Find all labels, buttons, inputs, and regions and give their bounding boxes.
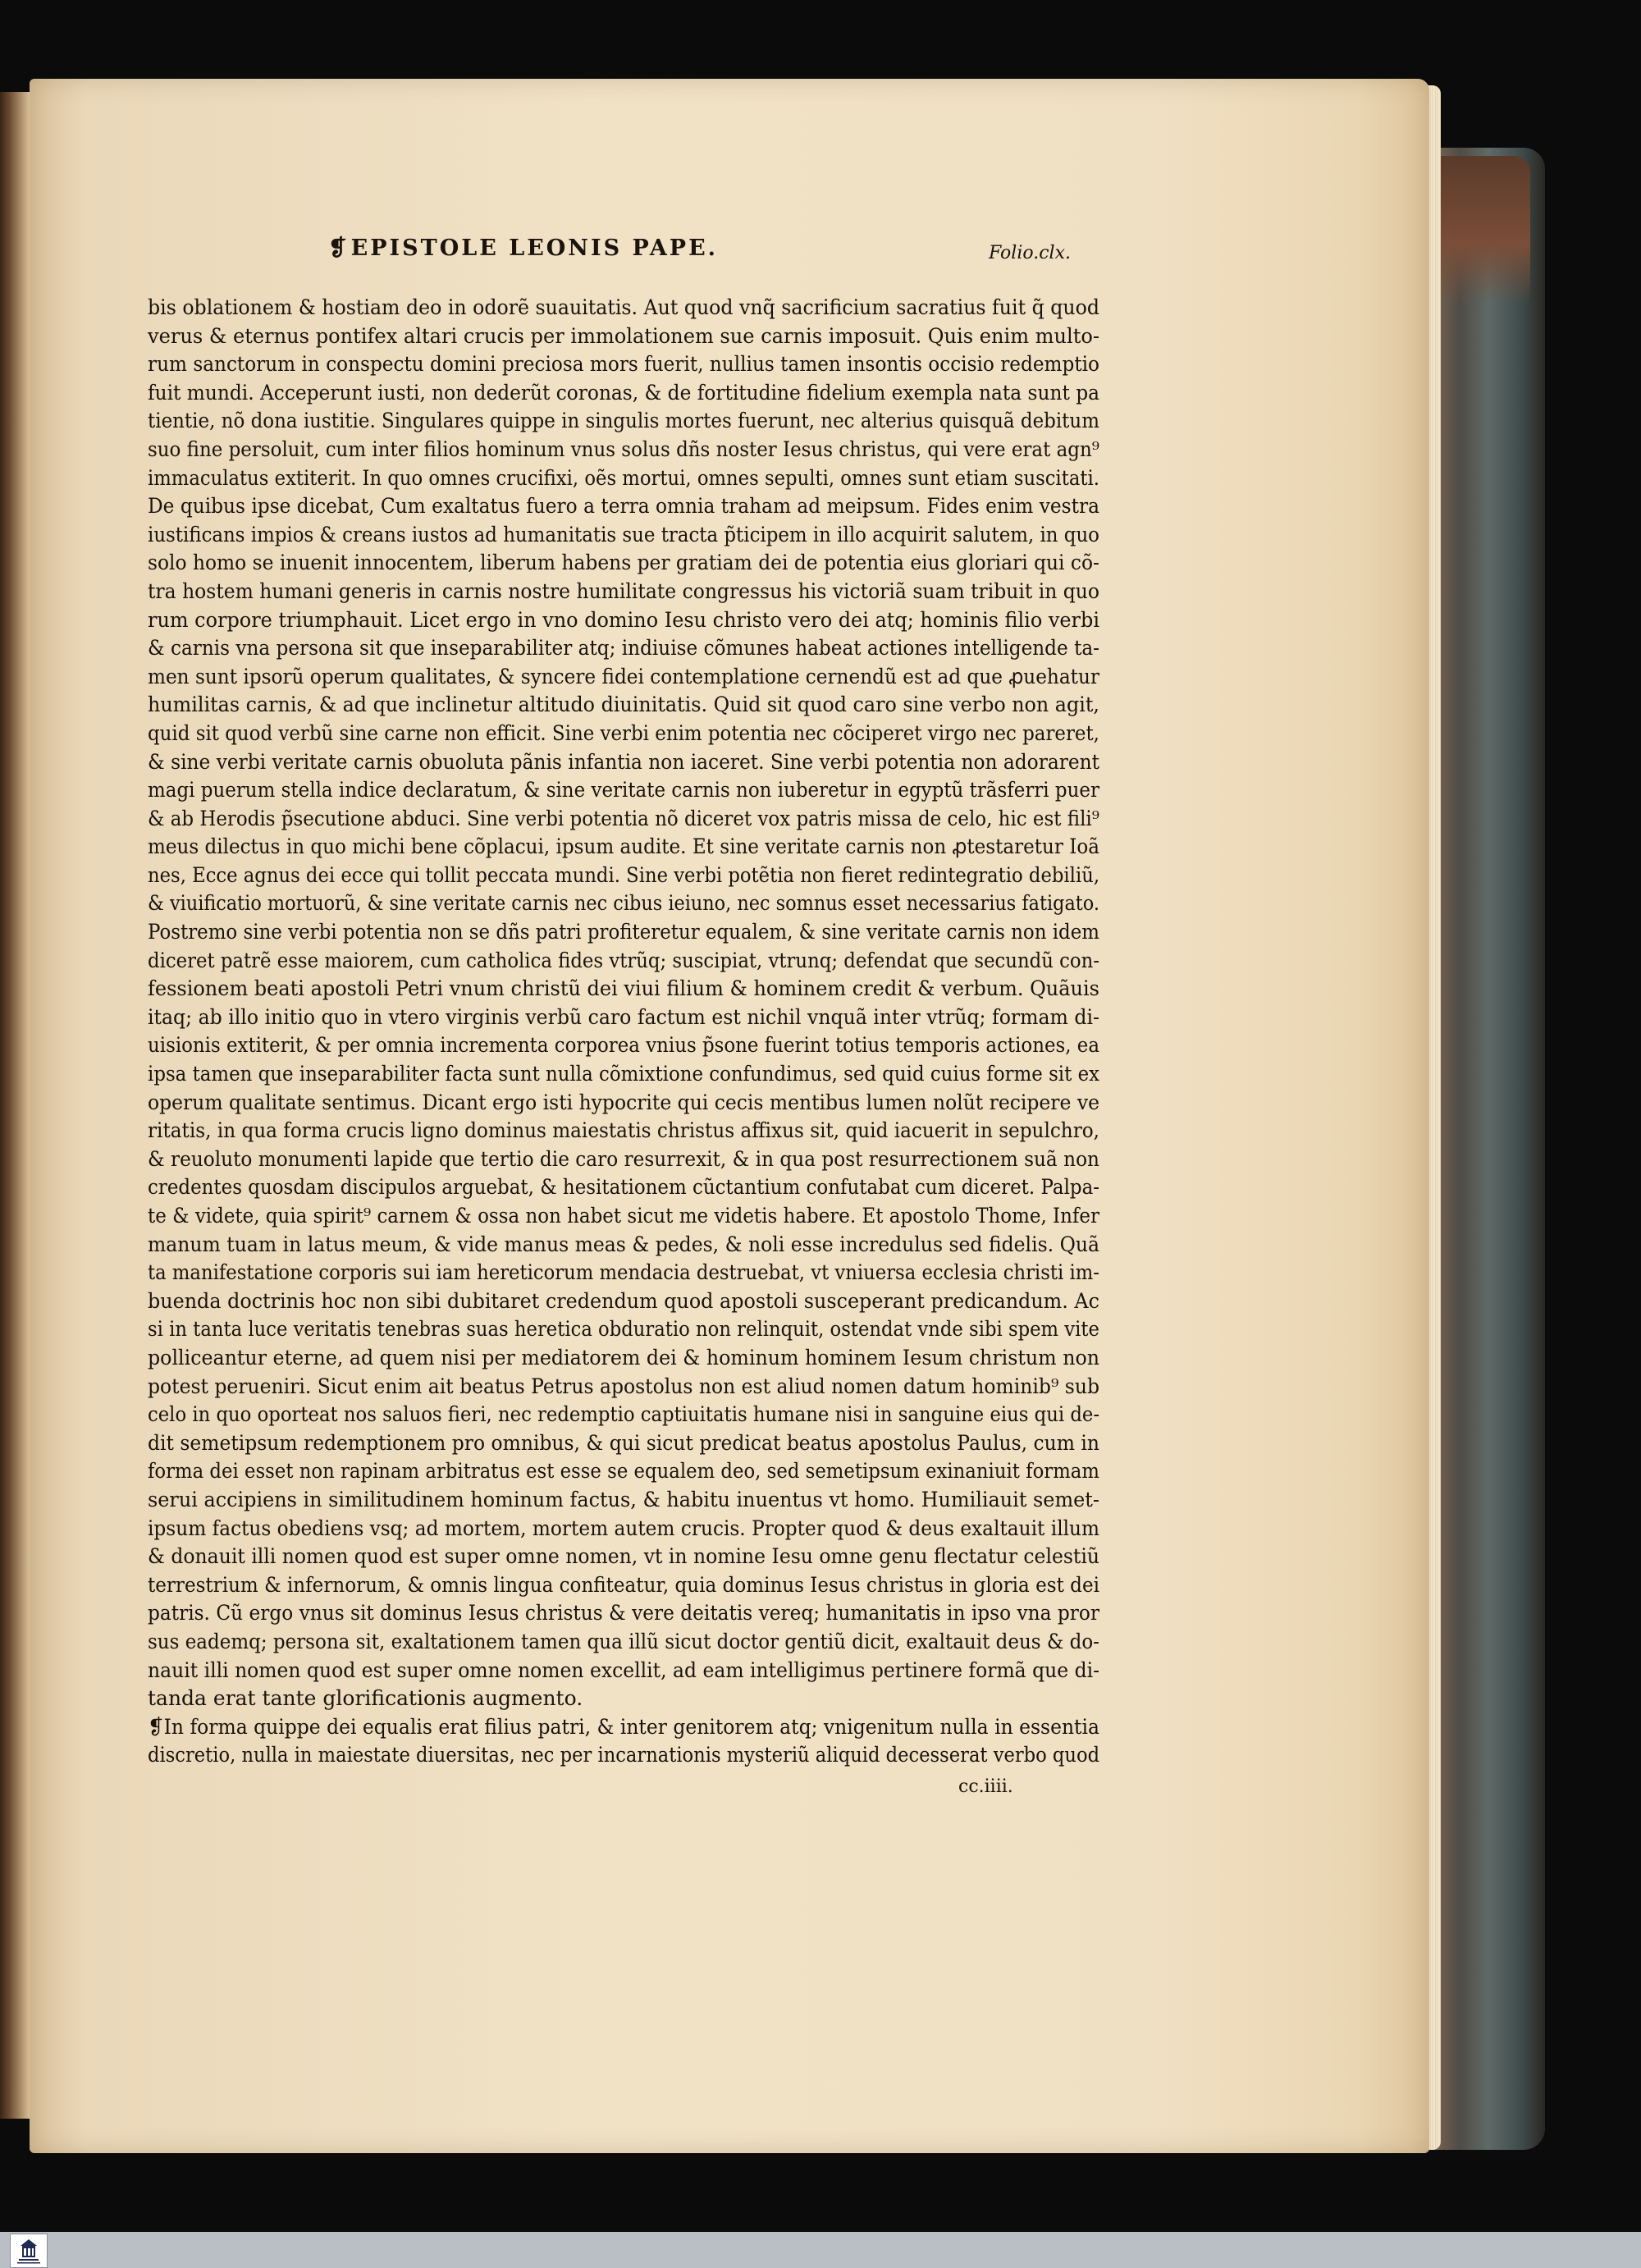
text-line: credentes quosdam discipulos arguebat, & hesitationem cũctantium confutabat cum diceret. Palpa-: [148, 1175, 1099, 1200]
viewer-footer-bar: [0, 2232, 1641, 2268]
text-line: celo in quo oporteat nos saluos fieri, nec redemptio captiuitatis humane nisi in sanguine eius qui de-: [148, 1402, 1099, 1427]
text-line: diceret patrẽ esse maiorem, cum catholica fides vtrũq; suscipiat, vtrunq; defendat que secundũ con-: [148, 948, 1099, 972]
text-line: tra hostem humani generis in carnis nostre humilitate congressus his victoriã suam tribuit in quo: [148, 578, 1099, 603]
text-line: ipsa tamen que inseparabiliter facta sunt nulla cõmixtione confundimus, sed quid cuius forme sit ex: [148, 1062, 1099, 1086]
text-line: nes, Ecce agnus dei ecce qui tollit peccata mundi. Sine verbi potẽtia non fieret redintegratio debiliũ,: [148, 862, 1099, 887]
running-head: [328, 235, 718, 261]
text-line: discretio, nulla in maiestate diuersitas, nec per incarnationis mysteriũ aliquid decesserat verbo quod: [148, 1743, 1099, 1767]
text-line: sus eademq; persona sit, exaltationem tamen qua illũ sicut doctor gentiũ dicit, exaltauit deus & do-: [148, 1629, 1099, 1653]
text-line: ❡In forma quippe dei equalis erat filius patri, & inter genitorem atq; vnigenitum nulla in essentia: [148, 1714, 1099, 1739]
text-line: te & videte, quia spirit⁹ carnem & ossa non habet sicut me videtis habere. Et apostolo Thome, Infer: [148, 1204, 1099, 1228]
text-line: & viuificatio mortuorũ, & sine veritate carnis nec cibus ieiuno, nec somnus esset necessarius fatigato.: [148, 891, 1099, 916]
library-building-icon[interactable]: [10, 2234, 48, 2268]
text-line: Postremo sine verbi potentia non se dñs patri profiteretur equalem, & sine veritate carnis non idem: [148, 920, 1099, 944]
text-line: polliceantur eterne, ad quem nisi per mediatorem dei & hominum hominem Iesum christum non: [148, 1345, 1099, 1369]
text-line: meus dilectus in quo michi bene cõplacui, ipsum audite. Et sine veritate carnis non ꝓtestaretur Ioã: [148, 834, 1099, 859]
text-line: rum corpore triumphauit. Licet ergo in vno domino Iesu christo vero dei atq; hominis filio verbi: [148, 607, 1099, 632]
text-line: serui accipiens in similitudinem hominum factus, & habitu inuentus vt homo. Humiliauit semet-: [148, 1487, 1099, 1511]
text-line: dit semetipsum redemptionem pro omnibus, & qui sicut predicat beatus apostolus Paulus, cum in: [148, 1430, 1099, 1455]
previous-page-edge: [0, 92, 31, 2119]
text-line: iustificans impios & creans iustos ad humanitatis sue tracta p̃ticipem in illo acquirit salutem, in quo: [148, 522, 1099, 546]
leather-binding-corner: [1432, 156, 1530, 304]
text-line: men sunt ipsorũ operum qualitates, & syncere fidei contemplatione cernendũ est ad que ꝓuehatur: [148, 664, 1099, 688]
text-line: & carnis vna persona sit que inseparabiliter atq; indiuise cõmunes habeat actiones intelligende ta-: [148, 636, 1099, 661]
body-text: [148, 294, 1099, 1770]
book-cover-edge: [1432, 148, 1545, 2150]
signature-mark: cc.iiii.: [958, 1776, 1013, 1797]
running-head-title: EPISTOLE LEONIS PAPE.: [350, 235, 719, 261]
text-line: fessionem beati apostoli Petri vnum christũ dei viui filium & hominem credit & verbum. Quãuis: [148, 976, 1099, 1001]
text-line: magi puerum stella indice declaratum, & sine veritate carnis non iuberetur in egyptũ trãsferri puer: [148, 778, 1099, 802]
text-line: buenda doctrinis hoc non sibi dubitaret credendum quod apostoli susceperant predicandum. Ac: [148, 1288, 1099, 1313]
pilcrow-mark: ❡: [328, 235, 350, 261]
text-line: operum qualitate sentimus. Dicant ergo isti hypocrite qui cecis mentibus lumen nolũt recipere ve: [148, 1090, 1099, 1114]
text-line: manum tuam in latus meum, & vide manus meas & pedes, & noli esse incredulus sed fidelis. Quã: [148, 1232, 1099, 1256]
text-line: suo fine persoluit, cum inter filios hominum vnus solus dñs noster Iesus christus, qui vere erat agn⁹: [148, 437, 1099, 461]
text-line: nauit illi nomen quod est super omne nomen excellit, ad eam intelligimus pertinere formã que di-: [148, 1658, 1099, 1682]
text-line: solo homo se inuenit innocentem, liberum habens per gratiam dei de potentia eius gloriari qui cõ-: [148, 551, 1099, 575]
text-line: si in tanta luce veritatis tenebras suas heretica obduratio non relinquit, ostendat vnde sibi spem vite: [148, 1317, 1099, 1342]
text-line: ta manifestatione corporis sui iam hereticorum mendacia destruebat, vt vniuersa ecclesia christi im-: [148, 1260, 1099, 1285]
text-line: tientie, nõ dona iustitie. Singulares quippe in singulis mortes fuerunt, nec alterius quisquã debitum: [148, 409, 1099, 433]
text-line: immaculatus extiterit. In quo omnes crucifixi, oẽs mortui, omnes sepulti, omnes sunt etiam suscitati.: [148, 465, 1099, 490]
text-line: verus & eternus pontifex altari crucis per immolationem sue carnis imposuit. Quis enim multo-: [148, 323, 1099, 348]
text-line: fuit mundi. Acceperunt iusti, non dederũt coronas, & de fortitudine fidelium exempla nata sunt pa: [148, 380, 1099, 405]
text-line: & donauit illi nomen quod est super omne nomen, vt in nomine Iesu omne genu flectatur celestiũ: [148, 1544, 1099, 1569]
text-line: & ab Herodis p̃secutione abduci. Sine verbi potentia nõ diceret vox patris missa de celo, hic est fili⁹: [148, 806, 1099, 830]
text-line: & sine verbi veritate carnis obuoluta pãnis infantia non iaceret. Sine verbi potentia non adorarent: [148, 749, 1099, 774]
text-line: itaq; ab illo initio quo in vtero virginis verbũ caro factum est nichil vnquã inter vtrũq; formam di-: [148, 1004, 1099, 1029]
text-line: tanda erat tante glorificationis augmento.: [148, 1686, 583, 1711]
text-line: potest perueniri. Sicut enim ait beatus Petrus apostolus non est aliud nomen datum hominib⁹ sub: [148, 1374, 1099, 1398]
folio-number: Folio.clx.: [989, 243, 1071, 263]
text-line: ritatis, in qua forma crucis ligno dominus maiestatis christus affixus sit, quid iacuerit in sepulchro,: [148, 1118, 1099, 1143]
text-line: patris. Cũ ergo vnus sit dominus Iesus christus & vere deitatis vereq; humanitatis in ipso vna pror: [148, 1601, 1099, 1626]
text-line: bis oblationem & hostiam deo in odorẽ suauitatis. Aut quod vnq̃ sacrificium sacratius fuit q̃ quod: [148, 295, 1099, 319]
text-line: terrestrium & infernorum, & omnis lingua confiteatur, quia dominus Iesus christus in gloria est dei: [148, 1572, 1099, 1597]
text-line: uisionis extiterit, & per omnia incrementa corporea vnius p̃sone fuerint totius temporis actiones, ea: [148, 1033, 1099, 1058]
text-line: rum sanctorum in conspectu domini preciosa mors fuerit, nullius tamen insontis occisio redemptio: [148, 352, 1099, 377]
text-line: De quibus ipse dicebat, Cum exaltatus fuero a terra omnia traham ad meipsum. Fides enim vestra: [148, 494, 1099, 519]
text-line: quid sit quod verbũ sine carne non efficit. Sine verbi enim potentia nec cõciperet virgo nec pareret,: [148, 720, 1099, 745]
text-line: ipsum factus obediens vsq; ad mortem, mortem autem crucis. Propter quod & deus exaltauit illum: [148, 1516, 1099, 1540]
text-line: & reuoluto monumenti lapide que tertio die caro resurrexit, & in qua post resurrectionem suã non: [148, 1146, 1099, 1171]
text-line: forma dei esset non rapinam arbitratus est esse se equalem deo, sed semetipsum exinaniuit formam: [148, 1459, 1099, 1484]
text-line: humilitas carnis, & ad que inclinetur altitudo diuinitatis. Quid sit quod caro sine verbo non agit,: [148, 693, 1099, 717]
